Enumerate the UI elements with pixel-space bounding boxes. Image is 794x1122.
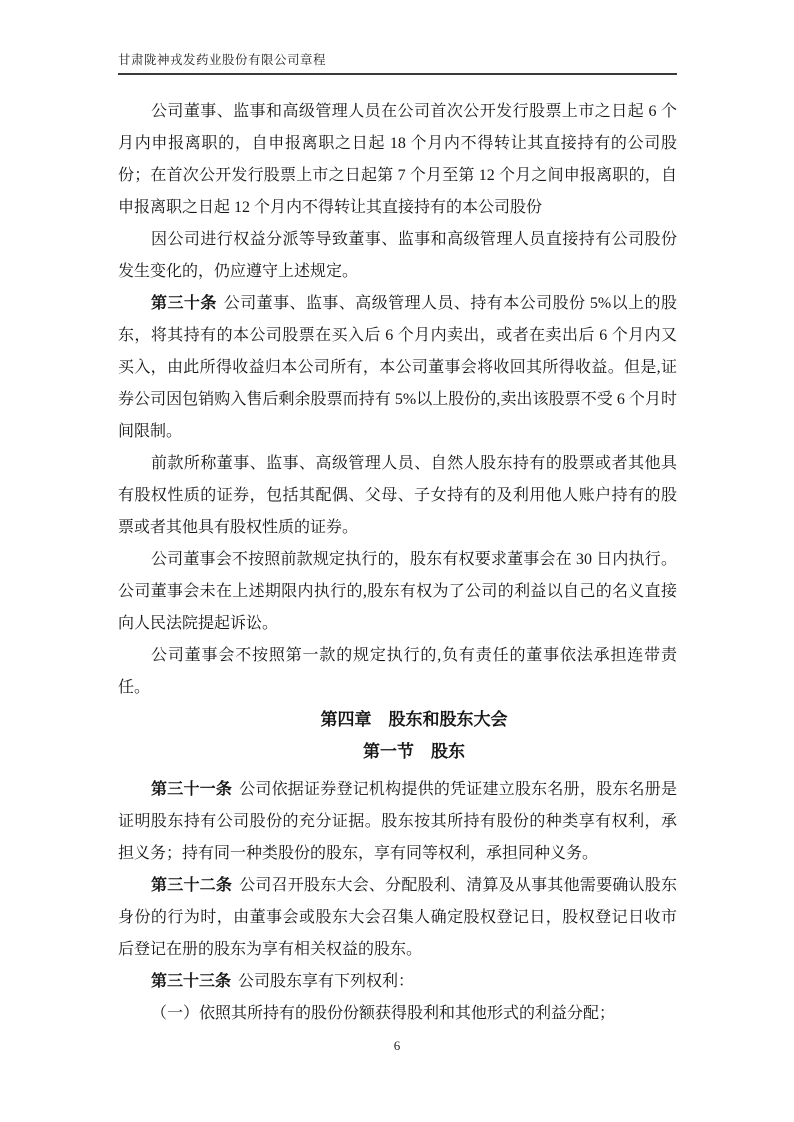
article-31-number: 第三十一条 [151, 781, 233, 798]
article-30 [118, 288, 677, 448]
paragraph-joint-liability: 公司董事会不按照第一款的规定执行的,负有责任的董事依法承担连带责任。 [118, 647, 677, 696]
document-body [118, 96, 677, 1030]
list-item-1: （一）依照其所持有的股份份额获得股利和其他形式的利益分配； [151, 1005, 616, 1022]
paragraph-board-enforcement: 公司董事会不按照前款规定执行的，股东有权要求董事会在 30 日内执行。公司董事会未在上述期限内执行的,股东有权为了公司的利益以自己的名义直接向人民法院提起诉讼。 [118, 551, 677, 632]
chapter-heading: 第四章 股东和股东大会 [320, 710, 508, 729]
page-number: 6 [393, 1038, 401, 1053]
running-header [118, 53, 677, 75]
document-title: 甘肃陇神戎发药业股份有限公司章程 [118, 53, 327, 67]
paragraph-securities-scope: 前款所称董事、监事、高级管理人员、自然人股东持有的股票或者其他具有股权性质的证券，包括其配偶、父母、子女持有的及利用他人账户持有的股票或者其他具有股权性质的证券。 [118, 455, 677, 536]
paragraph-equity-distribution: 因公司进行权益分派等导致董事、监事和高级管理人员直接持有公司股份发生变化的，仍应遵守上述规定。 [118, 231, 677, 280]
article-33-number: 第三十三条 [151, 973, 232, 990]
article-33 [118, 966, 677, 998]
article-32-text: 公司召开股东大会、分配股利、清算及从事其他需要确认股东身份的行为时，由董事会或股东大会召集人确定股权登记日，股权登记日收市后登记在册的股东为享有相关权益的股东。 [118, 877, 677, 958]
article-32-number: 第三十二条 [151, 877, 233, 894]
article-32 [118, 870, 677, 966]
section-heading: 第一节 股东 [363, 742, 465, 761]
article-31 [118, 774, 677, 870]
article-30-number: 第三十条 [151, 295, 217, 312]
paragraph-lockup-rule: 公司董事、监事和高级管理人员在公司首次公开发行股票上市之日起 6 个月内申报离职的，自申报离职之日起 18 个月内不得转让其直接持有的公司股份；在首次公开发行股票上市之日起第 7 个月至第 12 个月之间申报离职的，自申报离职之日起 12 个月内不得转让其直接持有的本公司股份 [118, 103, 677, 216]
article-31-text: 公司依据证券登记机构提供的凭证建立股东名册，股东名册是证明股东持有公司股份的充分证据。股东按其所持有股份的种类享有权利，承担义务；持有同一种类股份的股东，享有同等权利，承担同种义务。 [118, 781, 677, 862]
article-30-text: 公司董事、监事、高级管理人员、持有本公司股份 5%以上的股东，将其持有的本公司股票在买入后 6 个月内卖出，或者在卖出后 6 个月内又买入，由此所得收益归本公司所有，本公司董事会将收回其所得收益。但是,证券公司因包销购入售后剩余股票而持有 5%以上股份的,卖出该股票不受 6 个月时间限制。 [118, 295, 677, 440]
article-33-text: 公司股东享有下列权利： [238, 973, 415, 990]
page-footer [0, 1038, 794, 1054]
